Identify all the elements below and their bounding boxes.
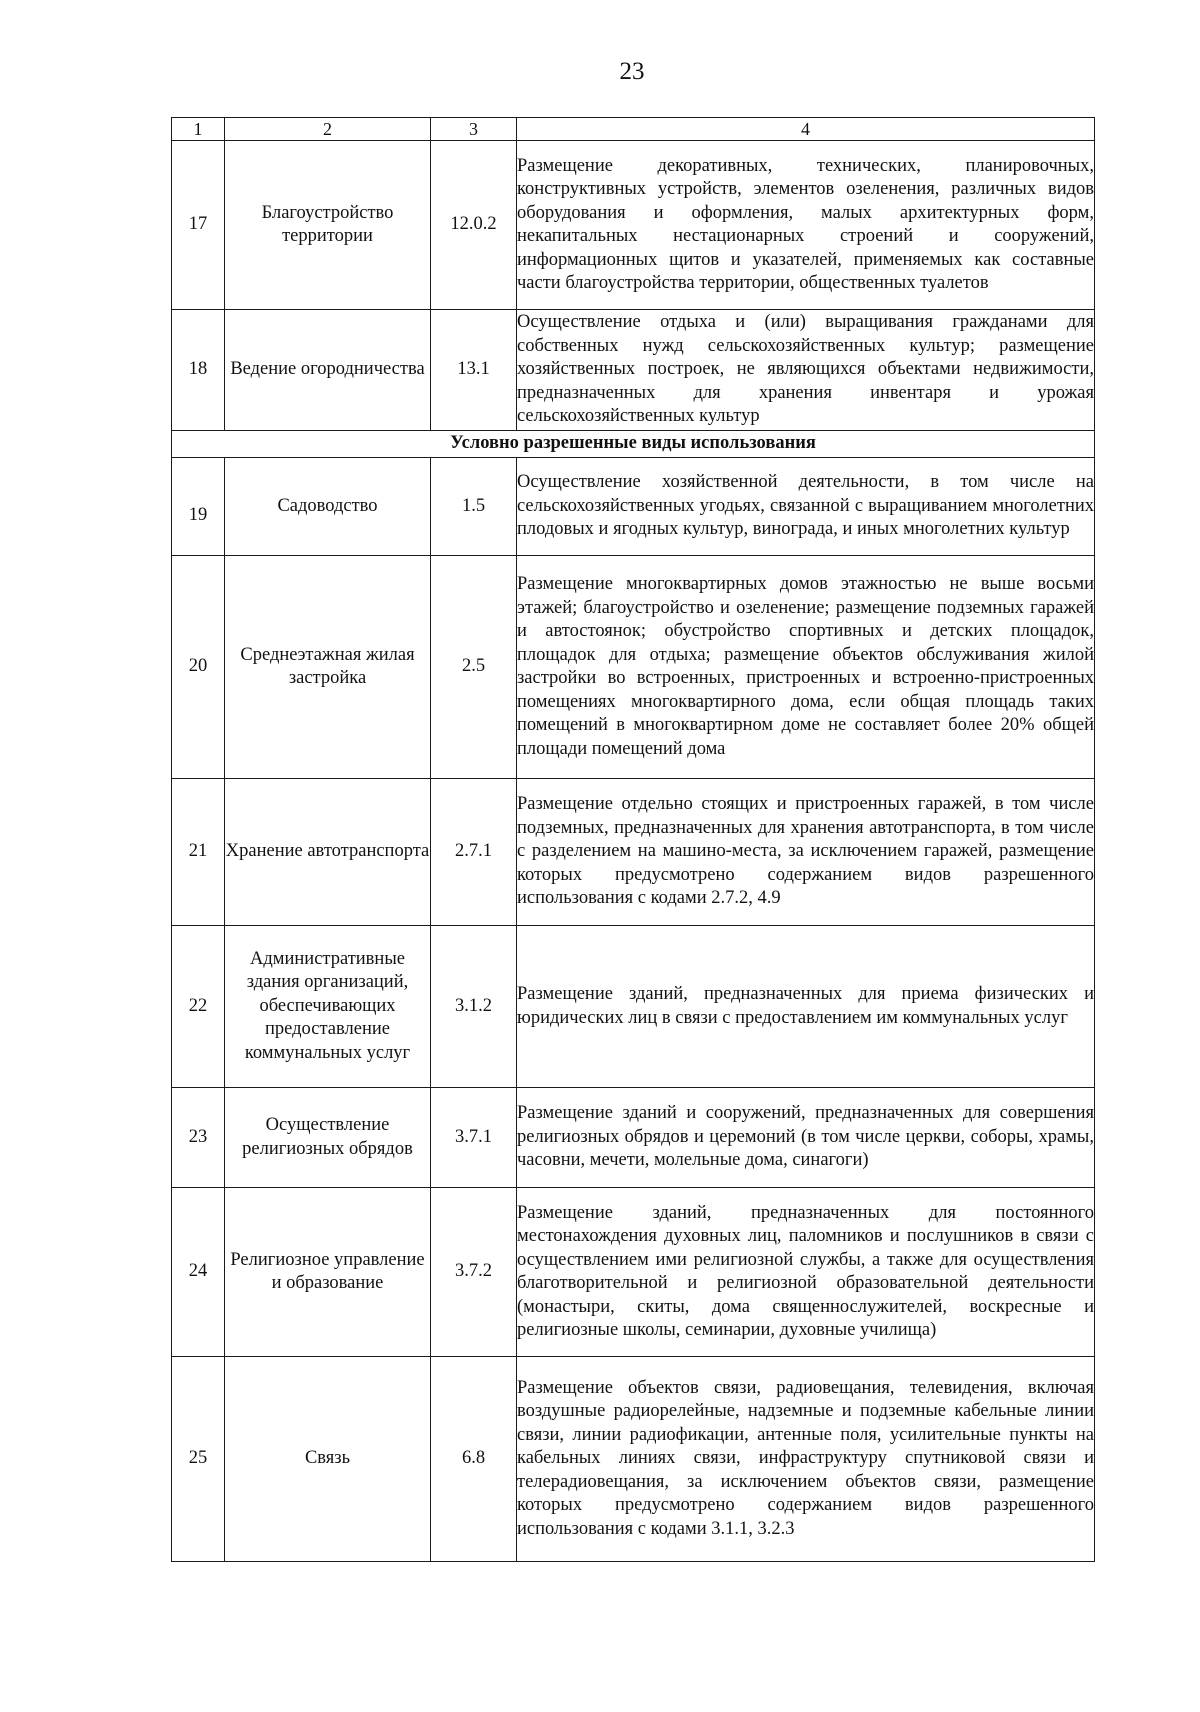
use-type-name: Административные здания организаций, обеспечивающих предоставление коммунальных услуг: [225, 926, 431, 1088]
row-number: 18: [172, 310, 225, 431]
use-type-description: Размещение объектов связи, радиовещания, телевидения, включая воздушные радиорелейные, надземные и подземные кабельные линии связи, линии радиофикации, антенные поля, усилительные пункты на кабельных линиях связи, инфраструктуру спутниковой связи и телерадиовещания, за исключением объектов связи, размещение которых предусмотрено содержанием видов разрешенного использования с кодами 3.1.1, 3.2.3: [517, 1357, 1095, 1562]
table-row: [172, 556, 1095, 779]
use-type-description: Размещение зданий, предназначенных для приема физических и юридических лиц в связи с предоставлением им коммунальных услуг: [517, 926, 1095, 1088]
row-number: 21: [172, 779, 225, 926]
use-type-name: Благоустройство территории: [225, 141, 431, 310]
section-row: [172, 431, 1095, 458]
row-number: 22: [172, 926, 225, 1088]
row-number: 24: [172, 1188, 225, 1357]
page-number: 23: [619, 58, 645, 85]
table-row: [172, 926, 1095, 1088]
table-row: [172, 1088, 1095, 1188]
column-header: 2: [225, 118, 431, 141]
use-type-code: 3.1.2: [431, 926, 517, 1088]
use-type-code: 3.7.2: [431, 1188, 517, 1357]
table-header-row: [172, 118, 1095, 141]
use-type-description: Размещение зданий и сооружений, предназначенных для совершения религиозных обрядов и церемоний (в том числе церкви, соборы, храмы, часовни, мечети, молельные дома, синагоги): [517, 1088, 1095, 1188]
row-number: 19: [172, 458, 225, 556]
use-type-description: Размещение отдельно стоящих и пристроенных гаражей, в том числе подземных, предназначенных для хранения автотранспорта, в том числе с разделением на машино-места, за исключением гаражей, размещение которых предусмотрено содержанием видов разрешенного использования с кодами 2.7.2, 4.9: [517, 779, 1095, 926]
table-row: [172, 779, 1095, 926]
use-type-code: 2.7.1: [431, 779, 517, 926]
use-type-name: Хранение автотранспорта: [225, 779, 431, 926]
use-type-code: 1.5: [431, 458, 517, 556]
row-number: 17: [172, 141, 225, 310]
table-row: [172, 1357, 1095, 1562]
table-row: [172, 310, 1095, 431]
table-row: [172, 141, 1095, 310]
use-type-code: 13.1: [431, 310, 517, 431]
column-header: 3: [431, 118, 517, 141]
use-type-code: 3.7.1: [431, 1088, 517, 1188]
use-type-name: Религиозное управление и образование: [225, 1188, 431, 1357]
use-type-name: Осуществление религиозных обрядов: [225, 1088, 431, 1188]
land-use-table: [171, 117, 1095, 1562]
use-type-description: Осуществление хозяйственной деятельности, в том числе на сельскохозяйственных угодьях, связанной с выращиванием многолетних плодовых и ягодных культур, винограда, и иных многолетних культур: [517, 458, 1095, 556]
row-number: 20: [172, 556, 225, 779]
use-type-name: Связь: [225, 1357, 431, 1562]
section-title: Условно разрешенные виды использования: [172, 431, 1095, 458]
table-row: [172, 458, 1095, 556]
column-header: 4: [517, 118, 1095, 141]
use-type-name: Садоводство: [225, 458, 431, 556]
use-type-code: 6.8: [431, 1357, 517, 1562]
row-number: 25: [172, 1357, 225, 1562]
use-type-description: Осуществление отдыха и (или) выращивания гражданами для собственных нужд сельскохозяйственных культур; размещение хозяйственных построек, не являющихся объектами недвижимости, предназначенных для хранения инвентаря и урожая сельскохозяйственных культур: [517, 310, 1095, 431]
use-type-code: 12.0.2: [431, 141, 517, 310]
use-type-name: Среднеэтажная жилая застройка: [225, 556, 431, 779]
use-type-description: Размещение зданий, предназначенных для постоянного местонахождения духовных лиц, паломников и послушников в связи с осуществлением ими религиозной службы, а также для осуществления благотворительной и религиозной образовательной деятельности (монастыри, скиты, дома священнослужителей, воскресные и религиозные школы, семинарии, духовные училища): [517, 1188, 1095, 1357]
use-type-description: Размещение многоквартирных домов этажностью не выше восьми этажей; благоустройство и озеленение; размещение подземных гаражей и автостоянок; обустройство спортивных и детских площадок, площадок для отдыха; размещение объектов обслуживания жилой застройки во встроенных, пристроенных и встроенно-пристроенных помещениях многоквартирного дома, если общая площадь таких помещений в многоквартирном доме не составляет более 20% общей площади помещений дома: [517, 556, 1095, 779]
use-type-description: Размещение декоративных, технических, планировочных, конструктивных устройств, элементов озеленения, различных видов оборудования и оформления, малых архитектурных форм, некапитальных нестационарных строений и сооружений, информационных щитов и указателей, применяемых как составные части благоустройства территории, общественных туалетов: [517, 141, 1095, 310]
column-header: 1: [172, 118, 225, 141]
use-type-name: Ведение огородничества: [225, 310, 431, 431]
table-row: [172, 1188, 1095, 1357]
row-number: 23: [172, 1088, 225, 1188]
use-type-code: 2.5: [431, 556, 517, 779]
